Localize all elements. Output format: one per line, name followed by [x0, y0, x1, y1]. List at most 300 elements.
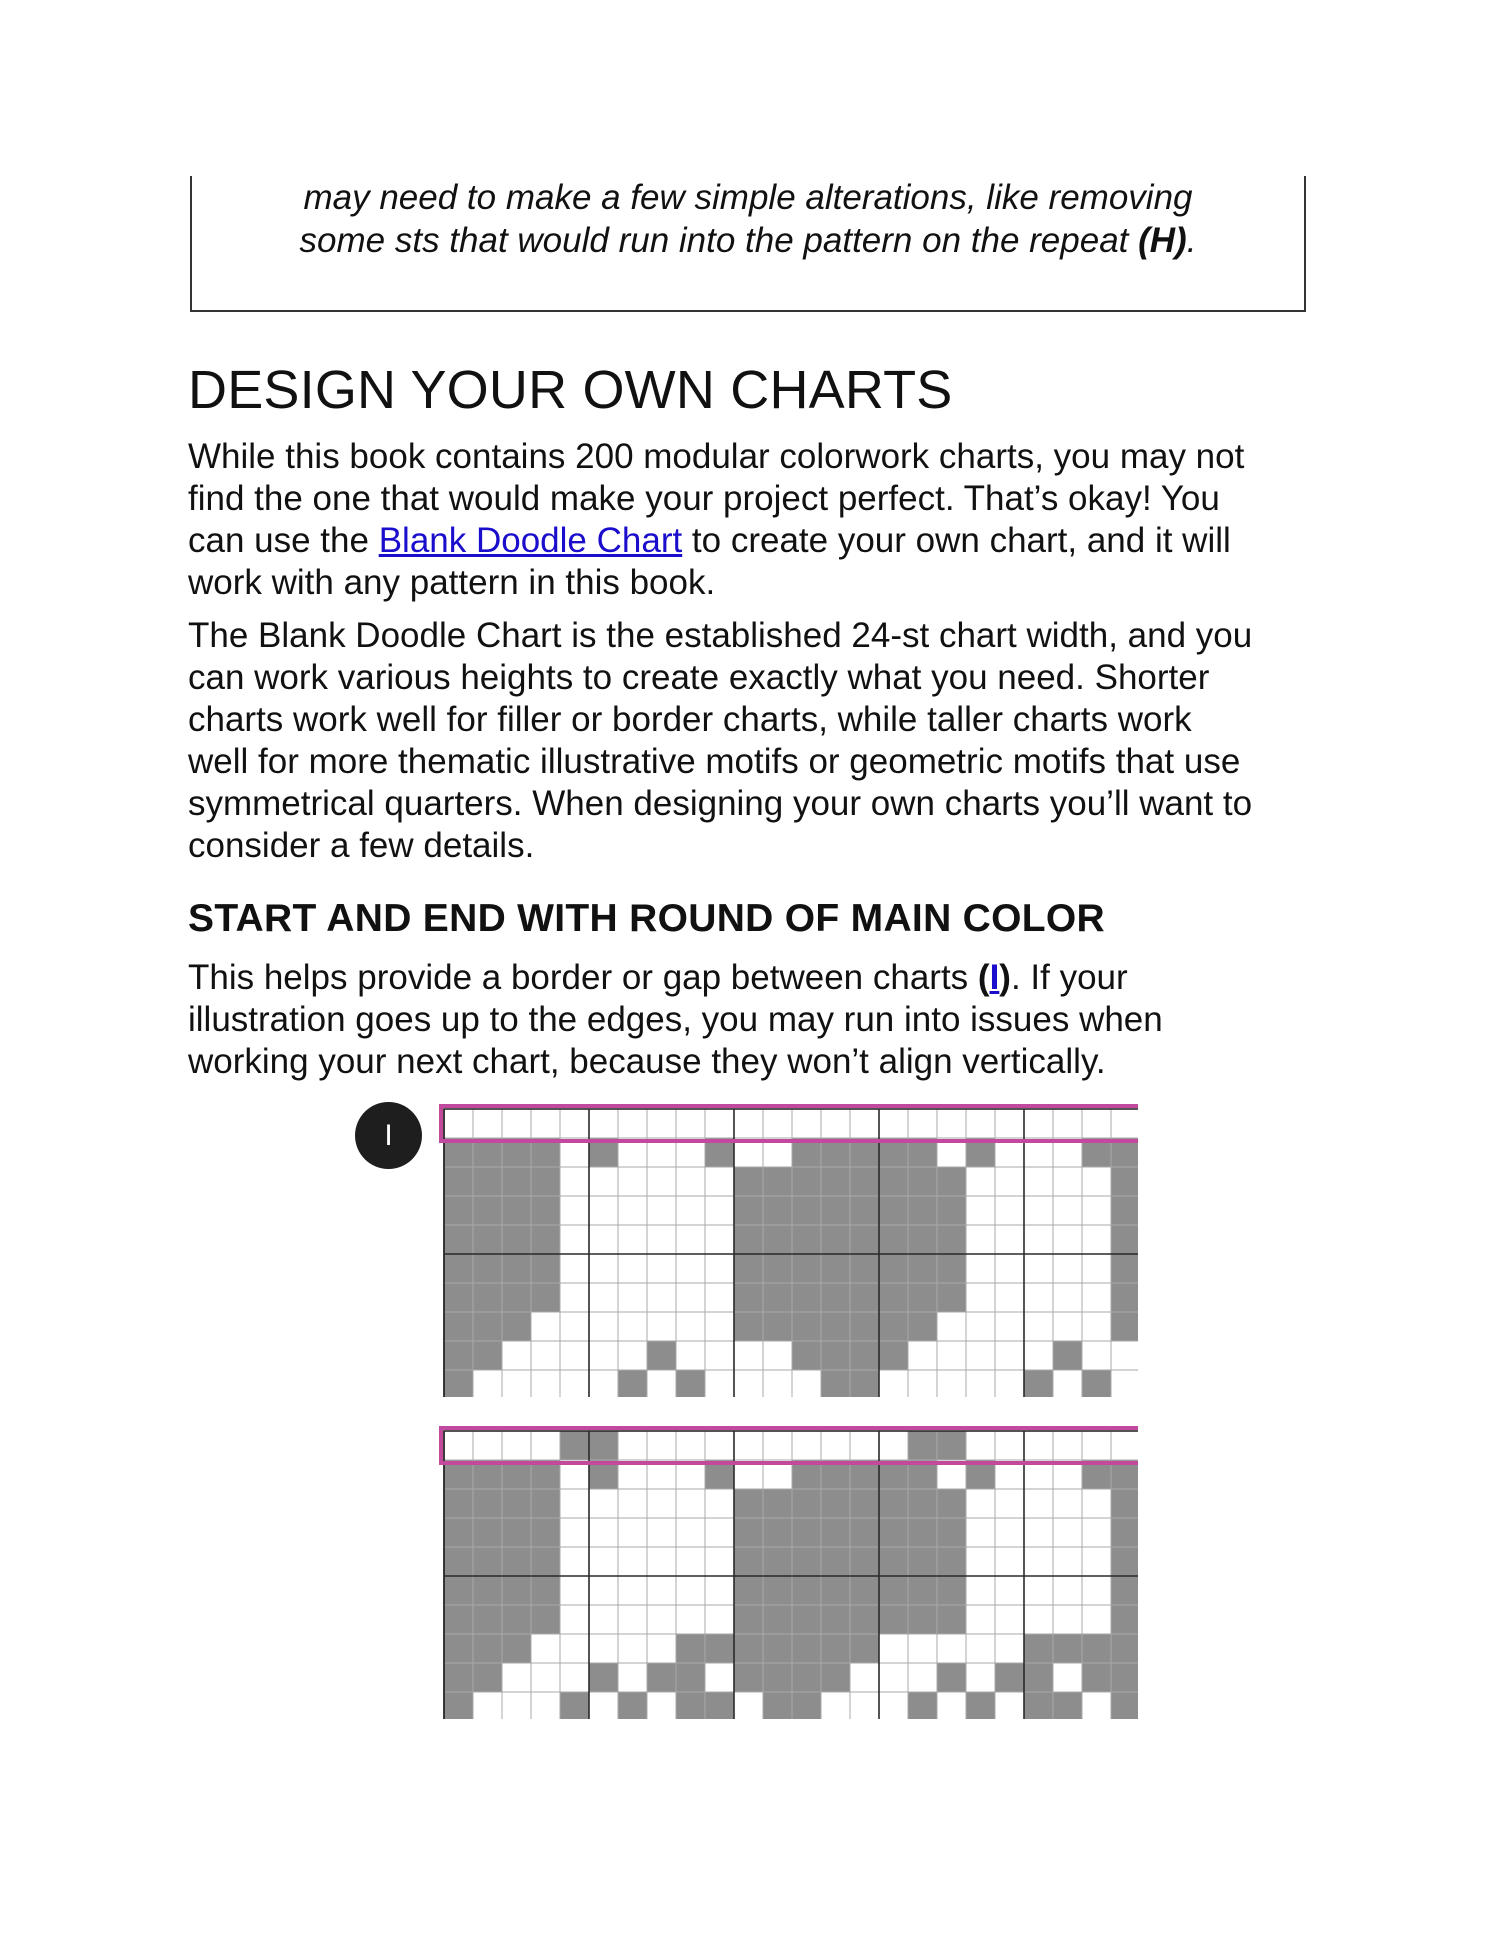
chart-bottom-stitch	[1053, 1431, 1082, 1460]
chart-bottom-stitch	[908, 1663, 937, 1692]
chart-top-stitch	[1024, 1283, 1053, 1312]
chart-bottom-stitch	[531, 1518, 560, 1547]
border-paragraph	[188, 957, 1318, 1083]
chart-top-stitch	[763, 1283, 792, 1312]
chart-bottom-stitch	[1053, 1518, 1082, 1547]
colorwork-chart-bottom	[438, 1425, 1138, 1719]
chart-top-stitch	[1082, 1167, 1111, 1196]
chart-top-stitch	[734, 1167, 763, 1196]
intro-line-3-end: to create your own chart, and it will	[682, 521, 1231, 560]
chart-bottom-stitch	[850, 1489, 879, 1518]
chart-top-stitch	[1111, 1254, 1138, 1283]
chart-top-stitch	[1053, 1312, 1082, 1341]
chart-top-stitch	[676, 1341, 705, 1370]
chart-bottom-stitch	[676, 1547, 705, 1576]
chart-top-stitch	[647, 1312, 676, 1341]
chart-top-stitch	[560, 1196, 589, 1225]
chart-bottom-stitch	[821, 1431, 850, 1460]
chart-top-stitch	[908, 1225, 937, 1254]
chart-top-stitch	[618, 1283, 647, 1312]
chart-bottom-stitch	[705, 1431, 734, 1460]
chart-bottom-stitch	[1053, 1576, 1082, 1605]
chart-top-stitch	[1024, 1254, 1053, 1283]
chart-top-stitch	[995, 1225, 1024, 1254]
chart-top-stitch	[966, 1225, 995, 1254]
chart-top-stitch	[618, 1341, 647, 1370]
chart-bottom-stitch	[560, 1576, 589, 1605]
figure-ref-close: )	[999, 958, 1011, 997]
colorwork-chart-top	[438, 1103, 1138, 1397]
chart-top-stitch	[647, 1283, 676, 1312]
chart-bottom-stitch	[966, 1692, 995, 1719]
chart-bottom-stitch	[908, 1605, 937, 1634]
chart-top-stitch	[676, 1225, 705, 1254]
chart-top-stitch	[647, 1225, 676, 1254]
chart-top-stitch	[937, 1196, 966, 1225]
chart-bottom-stitch	[937, 1489, 966, 1518]
chart-top-stitch	[444, 1109, 473, 1138]
chart-top-stitch	[763, 1341, 792, 1370]
chart-bottom-stitch	[647, 1547, 676, 1576]
chart-bottom-stitch	[966, 1576, 995, 1605]
chart-top-stitch	[821, 1196, 850, 1225]
chart-top-stitch	[473, 1370, 502, 1397]
chart-bottom-stitch	[647, 1576, 676, 1605]
chart-top-stitch	[618, 1196, 647, 1225]
chart-top-stitch	[821, 1283, 850, 1312]
chart-bottom-stitch	[1111, 1634, 1138, 1663]
chart-top-stitch	[850, 1370, 879, 1397]
chart-bottom-stitch	[618, 1518, 647, 1547]
chart-top-stitch	[1082, 1196, 1111, 1225]
chart-top-stitch	[792, 1370, 821, 1397]
chart-top-stitch	[850, 1109, 879, 1138]
chart-top-stitch	[821, 1167, 850, 1196]
chart-top-stitch	[1053, 1109, 1082, 1138]
chart-bottom-stitch	[995, 1692, 1024, 1719]
chart-bottom-stitch	[995, 1663, 1024, 1692]
chart-bottom-stitch	[1053, 1605, 1082, 1634]
chart-bottom-stitch	[618, 1489, 647, 1518]
chart-bottom-stitch	[908, 1431, 937, 1460]
chart-bottom-stitch	[647, 1431, 676, 1460]
chart-top-stitch	[937, 1341, 966, 1370]
chart-top-stitch	[589, 1167, 618, 1196]
chart-top-stitch	[879, 1341, 908, 1370]
chart-bottom-stitch	[1082, 1663, 1111, 1692]
chart-top-stitch	[444, 1283, 473, 1312]
chart-bottom-stitch	[502, 1605, 531, 1634]
chart-top-stitch	[937, 1254, 966, 1283]
chart-bottom-stitch	[676, 1663, 705, 1692]
chart-top-stitch	[995, 1312, 1024, 1341]
chart-bottom-stitch	[589, 1663, 618, 1692]
chart-bottom-stitch	[705, 1605, 734, 1634]
chart-bottom-stitch	[1024, 1663, 1053, 1692]
chart-top-stitch	[473, 1225, 502, 1254]
chart-bottom-stitch	[473, 1605, 502, 1634]
chart-top-stitch	[879, 1109, 908, 1138]
chart-top-stitch	[502, 1109, 531, 1138]
chart-top-stitch	[676, 1196, 705, 1225]
chart-bottom-stitch	[908, 1692, 937, 1719]
chart-bottom-stitch	[792, 1663, 821, 1692]
chart-bottom-stitch	[473, 1431, 502, 1460]
chart-bottom-stitch	[966, 1634, 995, 1663]
chart-bottom-stitch	[502, 1489, 531, 1518]
chart-top-stitch	[618, 1254, 647, 1283]
chart-top-stitch	[1024, 1341, 1053, 1370]
chart-bottom-stitch	[1024, 1576, 1053, 1605]
chart-top-stitch	[647, 1167, 676, 1196]
chart-bottom-stitch	[734, 1547, 763, 1576]
chart-bottom-stitch	[763, 1605, 792, 1634]
chart-bottom-stitch	[647, 1489, 676, 1518]
chart-bottom-stitch	[1111, 1547, 1138, 1576]
chart-bottom-stitch	[560, 1663, 589, 1692]
chart-bottom-stitch	[1111, 1663, 1138, 1692]
chart-bottom-stitch	[1082, 1605, 1111, 1634]
chart-top-stitch	[589, 1109, 618, 1138]
chart-bottom-stitch	[444, 1547, 473, 1576]
chart-top-stitch	[821, 1109, 850, 1138]
chart-bottom-stitch	[618, 1576, 647, 1605]
chart-bottom-stitch	[1082, 1431, 1111, 1460]
chart-top-stitch	[444, 1196, 473, 1225]
chart-bottom-stitch	[908, 1634, 937, 1663]
chart-bottom-stitch	[821, 1547, 850, 1576]
chart-top-stitch	[531, 1370, 560, 1397]
chart-bottom-stitch	[937, 1663, 966, 1692]
chart-top-stitch	[792, 1225, 821, 1254]
chart-bottom-stitch	[1111, 1518, 1138, 1547]
chart-top-stitch	[734, 1109, 763, 1138]
chart-top-stitch	[589, 1341, 618, 1370]
chart-bottom-stitch	[1111, 1431, 1138, 1460]
chart-bottom-stitch	[966, 1663, 995, 1692]
chart-top-stitch	[1111, 1312, 1138, 1341]
chart-bottom-stitch	[763, 1431, 792, 1460]
chart-top-stitch	[879, 1167, 908, 1196]
chart-bottom-stitch	[560, 1431, 589, 1460]
chart-bottom-stitch	[763, 1634, 792, 1663]
chart-bottom-stitch	[647, 1663, 676, 1692]
chart-bottom-stitch	[502, 1634, 531, 1663]
chart-top-stitch	[937, 1312, 966, 1341]
chart-top-stitch	[560, 1254, 589, 1283]
chart-bottom-stitch	[676, 1634, 705, 1663]
chart-bottom-stitch	[821, 1576, 850, 1605]
chart-top-stitch	[734, 1283, 763, 1312]
chart-bottom-stitch	[502, 1518, 531, 1547]
chart-top-stitch	[705, 1109, 734, 1138]
chart-bottom-stitch	[705, 1663, 734, 1692]
chart-top-stitch	[444, 1370, 473, 1397]
chart-top-stitch	[908, 1341, 937, 1370]
chart-bottom-stitch	[473, 1692, 502, 1719]
chart-bottom-stitch	[966, 1489, 995, 1518]
chart-top-stitch	[502, 1167, 531, 1196]
chart-top-stitch	[763, 1167, 792, 1196]
chart-bottom-stitch	[734, 1663, 763, 1692]
chart-bottom-stitch	[502, 1547, 531, 1576]
chart-top-stitch	[966, 1196, 995, 1225]
chart-bottom-stitch	[734, 1634, 763, 1663]
chart-bottom-stitch	[966, 1431, 995, 1460]
chart-top-stitch	[560, 1109, 589, 1138]
figure-i-link[interactable]: I	[989, 958, 1000, 997]
chart-top-stitch	[792, 1254, 821, 1283]
chart-bottom-stitch	[763, 1663, 792, 1692]
chart-bottom-stitch	[850, 1576, 879, 1605]
chart-bottom-stitch	[560, 1692, 589, 1719]
chart-top-stitch	[850, 1167, 879, 1196]
chart-top-stitch	[618, 1167, 647, 1196]
chart-bottom-stitch	[995, 1518, 1024, 1547]
chart-top-stitch	[531, 1312, 560, 1341]
chart-top-stitch	[647, 1196, 676, 1225]
chart-top-stitch	[908, 1254, 937, 1283]
callout-line-1: may need to make a few simple alterations, like removing	[303, 178, 1193, 217]
chart-top-stitch	[966, 1283, 995, 1312]
chart-top-stitch	[473, 1196, 502, 1225]
chart-bottom-stitch	[531, 1489, 560, 1518]
chart-bottom-stitch	[850, 1431, 879, 1460]
border-line-1-start: This helps provide a border or gap between charts	[188, 958, 978, 997]
chart-top-stitch	[676, 1370, 705, 1397]
chart-bottom-stitch	[792, 1489, 821, 1518]
chart-bottom-stitch	[1024, 1634, 1053, 1663]
chart-bottom-stitch	[995, 1605, 1024, 1634]
chart-top-stitch	[792, 1312, 821, 1341]
chart-top-stitch	[821, 1254, 850, 1283]
chart-bottom-stitch	[589, 1692, 618, 1719]
chart-bottom-stitch	[502, 1663, 531, 1692]
chart-top-stitch	[1024, 1225, 1053, 1254]
intro-line-3-start: can use the	[188, 521, 379, 560]
chart-bottom-stitch	[647, 1692, 676, 1719]
chart-bottom-stitch	[705, 1692, 734, 1719]
chart-bottom-stitch	[647, 1605, 676, 1634]
chart-bottom-stitch	[763, 1547, 792, 1576]
chart-bottom-stitch	[444, 1692, 473, 1719]
chart-top-stitch	[966, 1167, 995, 1196]
chart-top-stitch	[705, 1196, 734, 1225]
chart-bottom-stitch	[1053, 1489, 1082, 1518]
chart-top-stitch	[734, 1254, 763, 1283]
chart-top-stitch	[850, 1196, 879, 1225]
width-line-6: consider a few details.	[188, 826, 535, 865]
chart-top-stitch	[705, 1167, 734, 1196]
chart-bottom-stitch	[589, 1605, 618, 1634]
chart-top-stitch	[1111, 1283, 1138, 1312]
intro-line-4: work with any pattern in this book.	[188, 563, 716, 602]
chart-bottom-stitch	[792, 1576, 821, 1605]
chart-bottom-stitch	[502, 1576, 531, 1605]
chart-bottom-stitch	[676, 1605, 705, 1634]
chart-bottom-stitch	[676, 1518, 705, 1547]
chart-top-stitch	[502, 1283, 531, 1312]
chart-top-stitch	[908, 1312, 937, 1341]
chart-bottom-stitch	[560, 1518, 589, 1547]
chart-bottom-stitch	[763, 1692, 792, 1719]
chart-bottom-stitch	[1053, 1663, 1082, 1692]
chart-bottom-stitch	[618, 1431, 647, 1460]
chart-bottom-stitch	[705, 1518, 734, 1547]
chart-top-stitch	[531, 1109, 560, 1138]
chart-top-stitch	[1082, 1370, 1111, 1397]
chart-bottom-stitch	[647, 1518, 676, 1547]
chart-top-stitch	[1111, 1225, 1138, 1254]
chart-top-stitch	[734, 1341, 763, 1370]
chart-top-stitch	[1082, 1254, 1111, 1283]
intro-line-2: find the one that would make your project perfect. That’s okay! You	[188, 479, 1220, 518]
chart-top-stitch	[850, 1225, 879, 1254]
chart-bottom-stitch	[676, 1431, 705, 1460]
chart-bottom-stitch	[1111, 1605, 1138, 1634]
chart-bottom-stitch	[589, 1547, 618, 1576]
chart-bottom-stitch	[908, 1518, 937, 1547]
chart-bottom-stitch	[531, 1663, 560, 1692]
chart-bottom-stitch	[1024, 1431, 1053, 1460]
chart-top-stitch	[1024, 1312, 1053, 1341]
chart-top-stitch	[995, 1196, 1024, 1225]
chart-top-stitch	[734, 1225, 763, 1254]
chart-top-stitch	[589, 1312, 618, 1341]
chart-top-stitch	[618, 1370, 647, 1397]
chart-top-stitch	[531, 1283, 560, 1312]
chart-bottom-stitch	[734, 1518, 763, 1547]
chart-top-stitch	[1111, 1196, 1138, 1225]
border-line-3: working your next chart, because they won’t align vertically.	[188, 1042, 1106, 1081]
chart-bottom-stitch	[734, 1576, 763, 1605]
chart-top-stitch	[763, 1312, 792, 1341]
chart-top-stitch	[995, 1254, 1024, 1283]
chart-bottom-stitch	[879, 1692, 908, 1719]
chart-top-stitch	[879, 1283, 908, 1312]
chart-top-stitch	[560, 1225, 589, 1254]
chart-bottom-stitch	[850, 1547, 879, 1576]
chart-bottom-stitch	[1053, 1692, 1082, 1719]
chart-bottom-stitch	[502, 1431, 531, 1460]
chart-top-stitch	[995, 1109, 1024, 1138]
chart-top-stitch	[676, 1167, 705, 1196]
chart-bottom-stitch	[705, 1547, 734, 1576]
chart-bottom-stitch	[879, 1431, 908, 1460]
chart-bottom-stitch	[705, 1634, 734, 1663]
chart-bottom-stitch	[937, 1547, 966, 1576]
chart-top-stitch	[734, 1312, 763, 1341]
chart-top-stitch	[1024, 1167, 1053, 1196]
chart-bottom-stitch	[1082, 1489, 1111, 1518]
chart-bottom-stitch	[444, 1663, 473, 1692]
chart-top-stitch	[792, 1196, 821, 1225]
chart-top-stitch	[995, 1167, 1024, 1196]
chart-bottom-stitch	[618, 1692, 647, 1719]
chart-top-stitch	[1024, 1109, 1053, 1138]
chart-bottom-stitch	[473, 1663, 502, 1692]
chart-top-stitch	[705, 1312, 734, 1341]
chart-top-stitch	[792, 1283, 821, 1312]
chart-bottom-stitch	[937, 1576, 966, 1605]
chart-bottom-stitch	[821, 1605, 850, 1634]
chart-top-stitch	[560, 1283, 589, 1312]
chart-top-stitch	[1082, 1341, 1111, 1370]
chart-top-stitch	[937, 1167, 966, 1196]
border-line-2: illustration goes up to the edges, you may run into issues when	[188, 1000, 1163, 1039]
chart-bottom-stitch	[676, 1489, 705, 1518]
chart-top-stitch	[995, 1370, 1024, 1397]
chart-bottom-stitch	[676, 1576, 705, 1605]
chart-bottom-stitch	[444, 1576, 473, 1605]
chart-top-stitch	[879, 1370, 908, 1397]
chart-top-stitch	[966, 1109, 995, 1138]
chart-bottom-stitch	[618, 1663, 647, 1692]
chart-bottom-stitch	[792, 1547, 821, 1576]
figure-ref-open: (	[977, 958, 990, 997]
chart-top-stitch	[763, 1254, 792, 1283]
chart-top-stitch	[444, 1341, 473, 1370]
chart-top-stitch	[531, 1225, 560, 1254]
chart-top-stitch	[444, 1254, 473, 1283]
chart-bottom-stitch	[1111, 1489, 1138, 1518]
chart-top-stitch	[444, 1225, 473, 1254]
chart-bottom-stitch	[560, 1634, 589, 1663]
chart-top-stitch	[560, 1167, 589, 1196]
chart-top-stitch	[908, 1196, 937, 1225]
chart-bottom-stitch	[705, 1489, 734, 1518]
chart-bottom-stitch	[589, 1489, 618, 1518]
chart-top-stitch	[705, 1341, 734, 1370]
chart-bottom-stitch	[937, 1605, 966, 1634]
chart-top-stitch	[647, 1341, 676, 1370]
chart-top-stitch	[1053, 1370, 1082, 1397]
chart-bottom-stitch	[821, 1489, 850, 1518]
chart-top-stitch	[647, 1254, 676, 1283]
chart-top-stitch	[850, 1254, 879, 1283]
chart-top-stitch	[444, 1312, 473, 1341]
chart-top-stitch	[995, 1341, 1024, 1370]
chart-top-stitch	[850, 1341, 879, 1370]
chart-top-stitch	[879, 1196, 908, 1225]
chart-bottom-stitch	[734, 1431, 763, 1460]
chart-top-stitch	[966, 1312, 995, 1341]
blank-doodle-chart-link[interactable]: Blank Doodle Chart	[378, 521, 683, 560]
chart-bottom-stitch	[1082, 1692, 1111, 1719]
chart-top-stitch	[531, 1196, 560, 1225]
chart-top-stitch	[879, 1225, 908, 1254]
chart-top-stitch	[995, 1283, 1024, 1312]
chart-bottom-stitch	[1053, 1634, 1082, 1663]
chart-bottom-stitch	[966, 1518, 995, 1547]
chart-bottom-stitch	[792, 1692, 821, 1719]
chart-bottom-stitch	[763, 1576, 792, 1605]
chart-top-stitch	[850, 1312, 879, 1341]
chart-top-stitch	[1111, 1167, 1138, 1196]
chart-top-stitch	[937, 1370, 966, 1397]
chart-bottom-stitch	[1082, 1518, 1111, 1547]
chart-top-stitch	[792, 1167, 821, 1196]
chart-bottom-stitch	[560, 1547, 589, 1576]
chart-bottom-stitch	[589, 1518, 618, 1547]
chart-bottom-stitch	[821, 1663, 850, 1692]
chart-top-stitch	[705, 1370, 734, 1397]
chart-top-stitch	[705, 1254, 734, 1283]
chart-top-stitch	[734, 1370, 763, 1397]
width-line-1: The Blank Doodle Chart is the established 24-st chart width, and you	[188, 616, 1253, 655]
chart-top-stitch	[966, 1341, 995, 1370]
chart-top-stitch	[1053, 1196, 1082, 1225]
